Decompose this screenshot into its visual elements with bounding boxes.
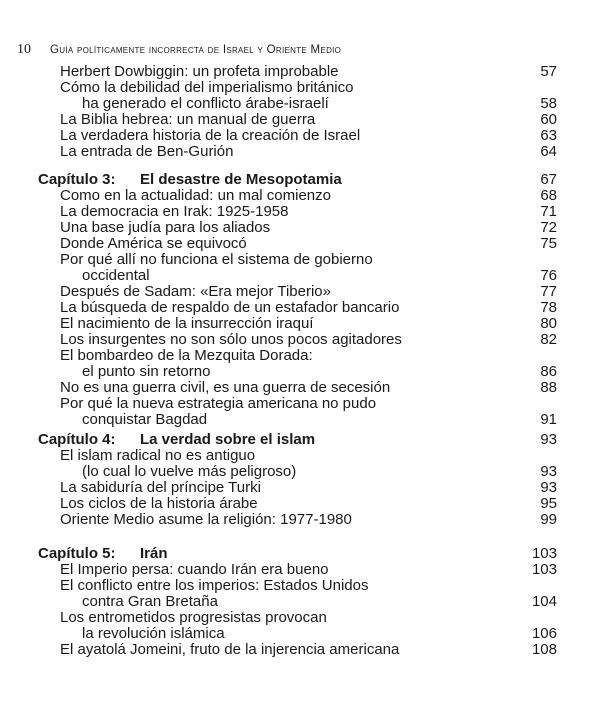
toc-entry-line <box>0 610 600 626</box>
entry-page: 82 <box>540 331 557 348</box>
toc-entry-line <box>0 448 600 464</box>
entry-page: 80 <box>540 315 557 332</box>
entry-page: 91 <box>540 411 557 428</box>
toc-entry-line <box>0 112 600 128</box>
toc-entry-line <box>0 464 600 480</box>
entry-title: El ayatolá Jomeini, fruto de la injerencia americana <box>60 641 400 658</box>
toc-entry-line <box>0 594 600 610</box>
toc-entry-line <box>0 496 600 512</box>
entry-page: 58 <box>540 95 557 112</box>
entry-page: 108 <box>531 641 557 658</box>
entry-title: ha generado el conflicto árabe-israelí <box>82 95 329 112</box>
toc-entry-line <box>0 412 600 428</box>
entry-page: 57 <box>540 63 557 80</box>
toc-entry-line <box>0 284 600 300</box>
entry-page: 72 <box>540 219 557 236</box>
toc-entry-line <box>0 626 600 642</box>
chapter-label: Capítulo 5: <box>38 545 116 562</box>
toc-chapter-section <box>0 172 600 428</box>
entry-page: 75 <box>540 235 557 252</box>
entry-title: Los entrometidos progresistas provocan <box>60 609 327 626</box>
entry-page: 103 <box>531 561 557 578</box>
toc-entry-line <box>0 268 600 284</box>
entry-page: 71 <box>540 203 557 220</box>
entry-title: Como en la actualidad: un mal comienzo <box>60 187 331 204</box>
entry-title: La democracia en Irak: 1925-1958 <box>60 203 289 220</box>
running-title: Guía políticamente incorrecta de Israel y Oriente Medio <box>50 44 342 56</box>
entry-title: Una base judía para los aliados <box>60 219 271 236</box>
entry-title: La verdadera historia de la creación de Israel <box>60 127 361 144</box>
entry-page: 77 <box>540 283 557 300</box>
chapter-title-line <box>38 546 168 562</box>
entry-title: La búsqueda de respaldo de un estafador bancario <box>60 299 400 316</box>
toc-entry-line <box>0 316 600 332</box>
entry-title: El nacimiento de la insurrección iraquí <box>60 315 314 332</box>
entry-title: Los ciclos de la historia árabe <box>60 495 258 512</box>
toc-entry-line <box>0 642 600 658</box>
toc-chapter-section <box>0 432 600 528</box>
toc-entry-line <box>0 144 600 160</box>
entry-page: 76 <box>540 267 557 284</box>
toc-entry-line <box>0 204 600 220</box>
entry-page: 99 <box>540 511 557 528</box>
entry-page: 95 <box>540 495 557 512</box>
toc-entry-line <box>0 578 600 594</box>
toc-entry-line <box>0 96 600 112</box>
entry-page: 64 <box>540 143 557 160</box>
chapter-title-line <box>38 172 342 188</box>
entry-page: 63 <box>540 127 557 144</box>
toc-entry-line <box>0 380 600 396</box>
chapter-title: La verdad sobre el islam <box>140 431 316 448</box>
toc-entry-line <box>0 300 600 316</box>
page-number: 10 <box>17 42 31 57</box>
toc-entry-line <box>0 562 600 578</box>
entry-page: 88 <box>540 379 557 396</box>
chapter-title: Irán <box>140 545 168 562</box>
entry-title: Donde América se equivocó <box>60 235 247 252</box>
entry-title: Por qué la nueva estrategia americana no pudo <box>60 395 377 412</box>
toc-entry-line <box>0 348 600 364</box>
chapter-title: El desastre de Mesopotamia <box>140 171 342 188</box>
chapter-page: 103 <box>531 545 557 562</box>
entry-page: 93 <box>540 463 557 480</box>
toc-entry-line <box>0 512 600 528</box>
toc-entry-line <box>0 396 600 412</box>
chapter-heading <box>0 546 600 562</box>
entry-title: la revolución islámica <box>82 625 225 642</box>
entry-page: 86 <box>540 363 557 380</box>
toc-entry-line <box>0 332 600 348</box>
entry-page: 68 <box>540 187 557 204</box>
toc-entry-line <box>0 220 600 236</box>
entry-title: La sabiduría del príncipe Turki <box>60 479 261 496</box>
toc-entry-line <box>0 480 600 496</box>
entry-title: El conflicto entre los imperios: Estados Unidos <box>60 577 369 594</box>
toc-entry-line <box>0 64 600 80</box>
entry-page: 106 <box>531 625 557 642</box>
toc-section <box>0 64 600 160</box>
entry-title: Oriente Medio asume la religión: 1977-1980 <box>60 511 352 528</box>
entry-title: conquistar Bagdad <box>82 411 208 428</box>
toc-entry-line <box>0 252 600 268</box>
toc-entry-line <box>0 188 600 204</box>
entry-title: No es una guerra civil, es una guerra de secesión <box>60 379 391 396</box>
toc-chapter-section <box>0 546 600 658</box>
entry-title: El Imperio persa: cuando Irán era bueno <box>60 561 329 578</box>
entry-title: el punto sin retorno <box>82 363 211 380</box>
chapter-label: Capítulo 3: <box>38 171 116 188</box>
toc-entry-line <box>0 128 600 144</box>
entry-title: El islam radical no es antiguo <box>60 447 256 464</box>
chapter-heading <box>0 432 600 448</box>
chapter-heading <box>0 172 600 188</box>
entry-title: Herbert Dowbiggin: un profeta improbable <box>60 63 339 80</box>
entry-title: La Biblia hebrea: un manual de guerra <box>60 111 316 128</box>
entry-title: Cómo la debilidad del imperialismo británico <box>60 79 354 96</box>
toc-entry-line <box>0 80 600 96</box>
toc-entry-line <box>0 364 600 380</box>
entry-page: 78 <box>540 299 557 316</box>
entry-page: 60 <box>540 111 557 128</box>
toc-entry-line <box>0 236 600 252</box>
entry-title: (lo cual lo vuelve más peligroso) <box>82 463 297 480</box>
chapter-title-line <box>38 432 315 448</box>
entry-page: 93 <box>540 479 557 496</box>
entry-title: El bombardeo de la Mezquita Dorada: <box>60 347 313 364</box>
chapter-page: 67 <box>540 171 557 188</box>
chapter-page: 93 <box>540 431 557 448</box>
entry-title: La entrada de Ben-Gurión <box>60 143 234 160</box>
entry-title: Después de Sadam: «Era mejor Tiberio» <box>60 283 331 300</box>
entry-title: contra Gran Bretaña <box>82 593 218 610</box>
entry-title: occidental <box>82 267 150 284</box>
chapter-label: Capítulo 4: <box>38 431 116 448</box>
entry-page: 104 <box>531 593 557 610</box>
entry-title: Por qué allí no funciona el sistema de gobierno <box>60 251 373 268</box>
entry-title: Los insurgentes no son sólo unos pocos agitadores <box>60 331 402 348</box>
